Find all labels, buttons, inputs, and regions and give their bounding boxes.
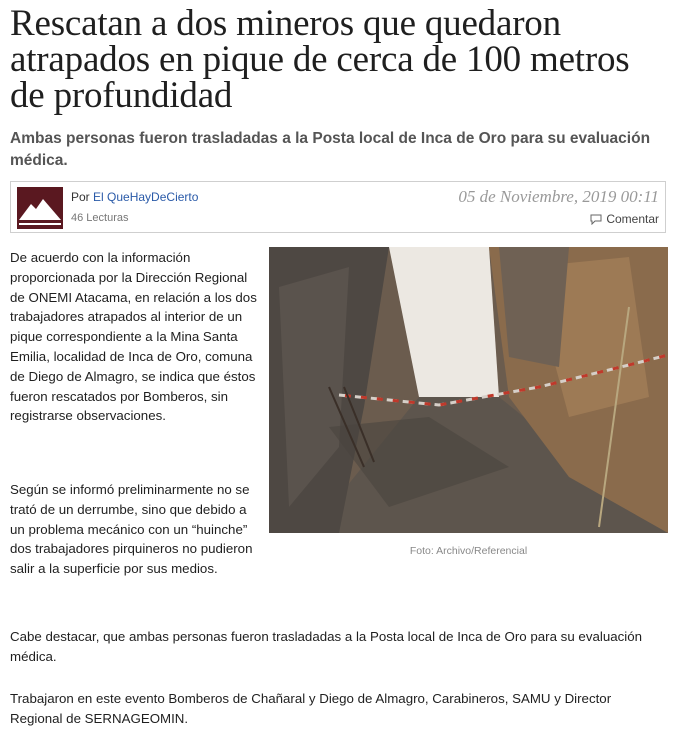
speech-bubble-icon (590, 214, 602, 224)
read-count: 46 Lecturas (71, 212, 129, 224)
article-headline: Rescatan a dos mineros que quedaron atrapados en pique de cerca de 100 metros de profundidad (10, 3, 630, 116)
paragraph-2: Según se informó preliminarmente no se trató de un derrumbe, sino que debido a un problema mecánico con un “huinche” dos trabajadores pirquineros no pudieron salir a la superficie por sus medios. (10, 482, 253, 577)
author-link[interactable]: El QueHayDeCierto (93, 190, 199, 204)
comment-button[interactable] (590, 212, 659, 226)
paragraph-3: Cabe destacar, que ambas personas fueron trasladadas a la Posta local de Inca de Oro para su evaluación médica. (10, 629, 642, 664)
photo-caption: Foto: Archivo/Referencial (409, 545, 528, 557)
paragraph-1: De acuerdo con la información proporcionada por la Dirección Regional de ONEMI Atacama, en relación a los dos trabajadores atrapados al interior de un pique correspondiente a la Mina Santa Emilia, localidad de Inca de Oro, comuna de Diego de Almagro, se indica que éstos fueron rescatados por Bomberos, sin registrarse observaciones. (10, 250, 257, 424)
comment-label: Comentar (606, 212, 659, 226)
mountain-logo-icon[interactable] (17, 187, 63, 229)
by-prefix: Por (71, 190, 90, 204)
paragraph-4: Trabajaron en este evento Bomberos de Chañaral y Diego de Almagro, Carabineros, SAMU y Director Regional de SERNAGEOMIN. (10, 691, 612, 726)
article-photo[interactable] (269, 247, 668, 533)
article-subtitle: Ambas personas fueron trasladadas a la Posta local de Inca de Oro para su evaluación médica. (10, 130, 651, 169)
article-meta (10, 181, 666, 233)
publish-date: 05 de Noviembre, 2019 00:11 (458, 187, 659, 206)
author-byline (71, 190, 198, 204)
